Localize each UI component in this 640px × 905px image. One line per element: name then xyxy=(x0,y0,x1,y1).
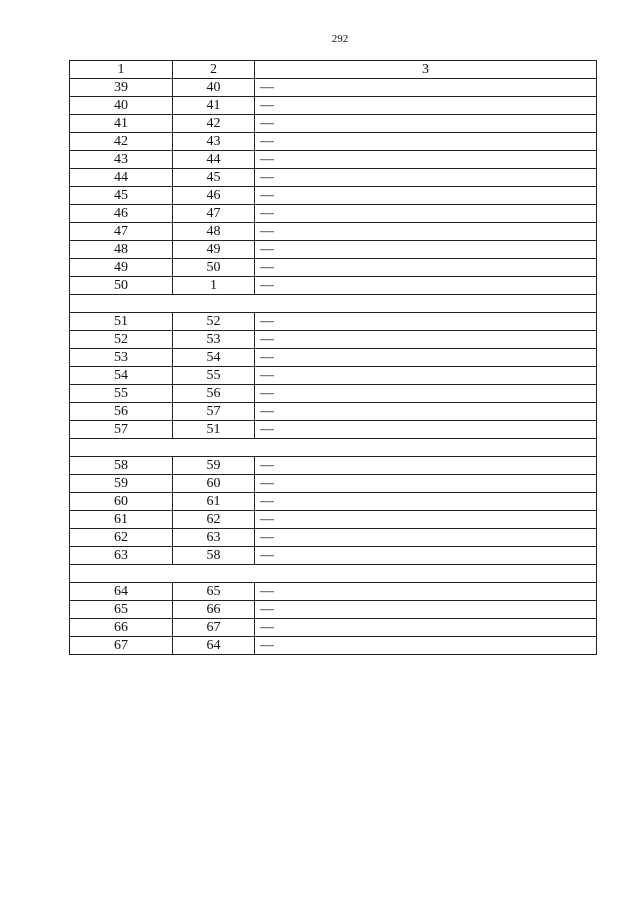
table-cell-col-2: 52 xyxy=(173,313,255,331)
table-cell-col-2: 55 xyxy=(173,367,255,385)
table-row xyxy=(70,349,597,367)
table-cell-col-1: 42 xyxy=(70,133,173,151)
table-cell-col-3: — xyxy=(255,403,597,421)
table-cell-col-1: 63 xyxy=(70,547,173,565)
table-cell-col-3: — xyxy=(255,601,597,619)
table-cell-col-2: 40 xyxy=(173,79,255,97)
table-row xyxy=(70,457,597,475)
table-cell-col-1: 53 xyxy=(70,349,173,367)
table-cell-col-1: 39 xyxy=(70,79,173,97)
table-cell-col-2: 1 xyxy=(173,277,255,295)
table-cell-col-2: 48 xyxy=(173,223,255,241)
group-separator-cell xyxy=(70,439,597,457)
table-cell-col-1: 62 xyxy=(70,529,173,547)
table-row xyxy=(70,421,597,439)
column-header-1: 1 xyxy=(70,61,173,79)
table-row xyxy=(70,367,597,385)
table-cell-col-3: — xyxy=(255,367,597,385)
table-row xyxy=(70,313,597,331)
table-row xyxy=(70,529,597,547)
table-cell-col-1: 51 xyxy=(70,313,173,331)
table-cell-col-1: 57 xyxy=(70,421,173,439)
table-cell-col-1: 65 xyxy=(70,601,173,619)
table-cell-col-3: — xyxy=(255,223,597,241)
table-cell-col-1: 59 xyxy=(70,475,173,493)
table-cell-col-2: 65 xyxy=(173,583,255,601)
table-cell-col-3: — xyxy=(255,475,597,493)
table-cell-col-2: 42 xyxy=(173,115,255,133)
table-cell-col-3: — xyxy=(255,133,597,151)
group-separator-row xyxy=(70,439,597,457)
table-cell-col-3: — xyxy=(255,421,597,439)
table-cell-col-2: 62 xyxy=(173,511,255,529)
table-cell-col-2: 63 xyxy=(173,529,255,547)
table-cell-col-1: 64 xyxy=(70,583,173,601)
table-row xyxy=(70,385,597,403)
table-cell-col-3: — xyxy=(255,187,597,205)
table-cell-col-3: — xyxy=(255,115,597,133)
table-cell-col-3: — xyxy=(255,259,597,277)
table-row xyxy=(70,151,597,169)
group-separator-row xyxy=(70,295,597,313)
table-cell-col-3: — xyxy=(255,97,597,115)
table-row xyxy=(70,583,597,601)
table-cell-col-3: — xyxy=(255,529,597,547)
table-cell-col-3: — xyxy=(255,151,597,169)
header-row xyxy=(70,61,597,79)
group-separator-cell xyxy=(70,295,597,313)
table-cell-col-3: — xyxy=(255,331,597,349)
table-cell-col-2: 64 xyxy=(173,637,255,655)
table-row xyxy=(70,619,597,637)
table-cell-col-1: 66 xyxy=(70,619,173,637)
table-row xyxy=(70,475,597,493)
column-header-3: 3 xyxy=(255,61,597,79)
table-cell-col-2: 56 xyxy=(173,385,255,403)
table-cell-col-3: — xyxy=(255,583,597,601)
table-row xyxy=(70,169,597,187)
table-cell-col-2: 51 xyxy=(173,421,255,439)
page-number: 292 xyxy=(331,33,349,45)
table-cell-col-1: 49 xyxy=(70,259,173,277)
table-cell-col-3: — xyxy=(255,169,597,187)
table-cell-col-3: — xyxy=(255,637,597,655)
table-row xyxy=(70,187,597,205)
table-cell-col-2: 47 xyxy=(173,205,255,223)
table-cell-col-1: 60 xyxy=(70,493,173,511)
table-cell-col-2: 61 xyxy=(173,493,255,511)
table-row xyxy=(70,115,597,133)
table-row xyxy=(70,637,597,655)
table-cell-col-1: 43 xyxy=(70,151,173,169)
table-cell-col-2: 41 xyxy=(173,97,255,115)
table-cell-col-1: 67 xyxy=(70,637,173,655)
table-body xyxy=(70,61,597,655)
table-cell-col-1: 45 xyxy=(70,187,173,205)
table-cell-col-1: 46 xyxy=(70,205,173,223)
table-cell-col-2: 46 xyxy=(173,187,255,205)
table-cell-col-3: — xyxy=(255,349,597,367)
table-row xyxy=(70,133,597,151)
table-row xyxy=(70,547,597,565)
table-cell-col-2: 53 xyxy=(173,331,255,349)
table-cell-col-3: — xyxy=(255,511,597,529)
table-cell-col-1: 58 xyxy=(70,457,173,475)
table-cell-col-2: 67 xyxy=(173,619,255,637)
table-cell-col-2: 54 xyxy=(173,349,255,367)
table-row xyxy=(70,403,597,421)
table-cell-col-2: 59 xyxy=(173,457,255,475)
table-row xyxy=(70,97,597,115)
table-row xyxy=(70,223,597,241)
table-row xyxy=(70,277,597,295)
table-row xyxy=(70,241,597,259)
table-cell-col-2: 43 xyxy=(173,133,255,151)
table-row xyxy=(70,79,597,97)
table-cell-col-1: 50 xyxy=(70,277,173,295)
table-row xyxy=(70,601,597,619)
table-cell-col-1: 41 xyxy=(70,115,173,133)
table-cell-col-1: 40 xyxy=(70,97,173,115)
table-cell-col-3: — xyxy=(255,493,597,511)
table-cell-col-1: 48 xyxy=(70,241,173,259)
group-separator-cell xyxy=(70,565,597,583)
table-row xyxy=(70,493,597,511)
table-cell-col-3: — xyxy=(255,79,597,97)
table-cell-col-1: 56 xyxy=(70,403,173,421)
table-cell-col-3: — xyxy=(255,241,597,259)
table-cell-col-1: 47 xyxy=(70,223,173,241)
column-header-2: 2 xyxy=(173,61,255,79)
group-separator-row xyxy=(70,565,597,583)
table-cell-col-2: 49 xyxy=(173,241,255,259)
table-cell-col-1: 55 xyxy=(70,385,173,403)
table-row xyxy=(70,259,597,277)
data-table xyxy=(69,60,597,655)
table-cell-col-2: 57 xyxy=(173,403,255,421)
table-cell-col-3: — xyxy=(255,547,597,565)
table-cell-col-1: 52 xyxy=(70,331,173,349)
table-cell-col-2: 60 xyxy=(173,475,255,493)
table-cell-col-3: — xyxy=(255,385,597,403)
table-cell-col-3: — xyxy=(255,457,597,475)
table-cell-col-1: 54 xyxy=(70,367,173,385)
table-cell-col-1: 61 xyxy=(70,511,173,529)
table-cell-col-3: — xyxy=(255,313,597,331)
table-cell-col-3: — xyxy=(255,619,597,637)
table-cell-col-2: 44 xyxy=(173,151,255,169)
table-cell-col-2: 45 xyxy=(173,169,255,187)
table-cell-col-2: 58 xyxy=(173,547,255,565)
table-cell-col-3: — xyxy=(255,205,597,223)
table-row xyxy=(70,205,597,223)
table-row xyxy=(70,511,597,529)
table-cell-col-3: — xyxy=(255,277,597,295)
table-cell-col-1: 44 xyxy=(70,169,173,187)
table-row xyxy=(70,331,597,349)
table-cell-col-2: 66 xyxy=(173,601,255,619)
table-cell-col-2: 50 xyxy=(173,259,255,277)
